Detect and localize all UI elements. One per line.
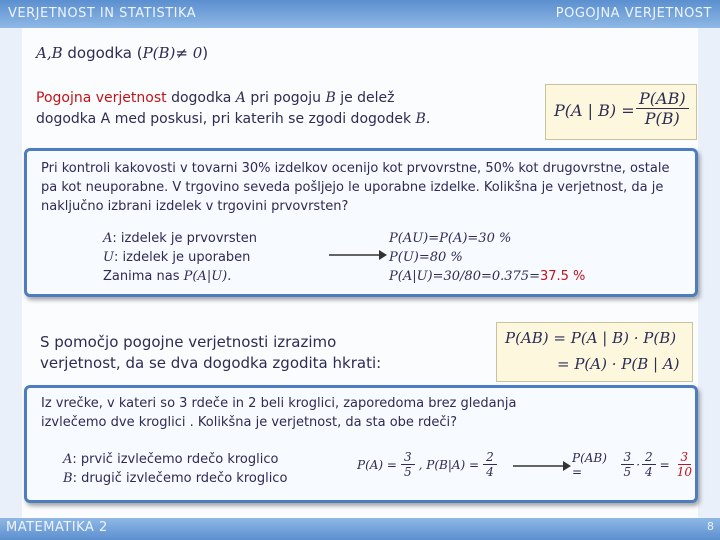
example-box-2 (24, 385, 698, 503)
example-box-1 (24, 148, 698, 297)
product-formula-line-1: P(AB) = P(A | B) · P(B) (505, 329, 677, 347)
definition-b: : drugič izvlečemo rdečo kroglico (72, 471, 288, 486)
footer-title: MATEMATIKA 2 (6, 520, 108, 535)
formula-numerator: P(AB) (636, 89, 689, 109)
fraction-numerator: 3 (678, 450, 692, 465)
formula-denominator: P(B) (644, 109, 680, 128)
fraction-denominator: 4 (645, 465, 653, 479)
product-formula (496, 322, 693, 382)
final-answer: 37.5 % (539, 269, 586, 284)
factor-1 (621, 450, 635, 479)
problem-line: naključno izbrani izdelek v trgovini prvovrsten? (41, 199, 349, 214)
intro-text: dogodka ( (67, 44, 143, 62)
definition-u: : izdelek je uporaben (113, 250, 251, 265)
product-text-1: S pomočjo pogojne verjetnosti izrazimo (40, 333, 337, 351)
problem-line: pa kot neuporabne. V trgovino seveda pošljejo le uporabne izdelke. Kolikšna je verjetnost, da je (41, 180, 664, 195)
right-border (698, 28, 720, 518)
equals-sign: = (659, 457, 670, 472)
conditional-formula (545, 84, 697, 140)
joint-probability-formula (572, 450, 695, 479)
pa-lhs: P(A) = (357, 457, 397, 472)
event-b: B (325, 90, 336, 106)
definition-a: : izdelek je prvovrsten (112, 231, 257, 246)
fraction-numerator: 2 (483, 450, 497, 465)
formula-lhs: P(A | B) = (554, 101, 635, 120)
pa-fraction (401, 450, 415, 479)
intro-vars: A,B (36, 44, 63, 62)
product-text-2: verjetnost, da se dva dogodka zgodita hkrati: (40, 354, 382, 372)
definition-text: dogodka A med poskusi, pri katerih se zgodi dogodek (36, 111, 416, 127)
definition-line-2 (36, 111, 430, 127)
product-formula-line-2: = P(A) · P(B | A) (557, 355, 680, 373)
arrow-right-icon (327, 247, 387, 263)
example-1-problem (41, 159, 669, 216)
event-b: B. (415, 111, 431, 127)
event-a: A (103, 231, 113, 246)
course-title: VERJETNOST IN STATISTIKA (8, 6, 197, 21)
slide-topic: POGOJNA VERJETNOST (555, 6, 712, 21)
question-expression: P(A|U). (183, 269, 232, 284)
result-fraction (674, 450, 695, 479)
event-u: U (103, 250, 114, 265)
pba-lhs: , P(B|A) = (418, 457, 480, 472)
problem-line: Iz vrečke, v kateri so 3 rdeče in 2 beli kroglici, zaporedoma brez gledanja (41, 396, 517, 411)
definition-text: pri pogoju (245, 90, 326, 106)
example-2-problem (41, 394, 516, 432)
fraction-denominator: 5 (403, 465, 412, 479)
fraction-denominator: 5 (623, 465, 632, 479)
question-text: Zanima nas (103, 269, 184, 284)
result-line: P(A|U)=30/80=0.375= (389, 269, 540, 284)
fraction-numerator: 3 (621, 450, 635, 465)
intro-line (36, 44, 208, 62)
example-1-results (389, 229, 585, 286)
formula-fraction (636, 89, 689, 128)
footer-bar (0, 518, 720, 540)
intro-condition: P(B)≠ 0 (142, 44, 203, 62)
event-b: B (63, 471, 73, 486)
left-border (0, 28, 22, 518)
fraction-numerator: 2 (642, 450, 656, 465)
arrow-right-icon (511, 458, 571, 474)
event-a: A (63, 452, 73, 467)
result-line: P(U)=80 % (389, 250, 463, 265)
definition-text: je delež (335, 90, 395, 106)
example-1-definitions (103, 229, 257, 286)
definition-term: Pogojna verjetnost (36, 90, 167, 106)
page-number: 8 (707, 520, 714, 533)
pba-fraction (483, 450, 497, 479)
result-line: P(AU)=P(A)=30 % (389, 231, 512, 246)
definition-a: : prvič izvlečemo rdečo kroglico (72, 452, 279, 467)
definition-line-1 (36, 90, 395, 106)
fraction-denominator: 10 (676, 465, 692, 479)
pab-lhs: P(AB) = (572, 450, 607, 479)
probabilities-formula (357, 450, 497, 479)
multiply-sign: · (636, 457, 641, 472)
problem-line: Pri kontroli kakovosti v tovarni 30% izdelkov ocenijo kot prvovrstne, 50% kot drugovrstne, ostale (41, 161, 670, 176)
intro-close: ) (202, 44, 209, 62)
example-2-definitions (63, 450, 287, 488)
factor-2 (642, 450, 656, 479)
problem-line: izvlečemo dve kroglici . Kolikšna je verjetnost, da sta obe rdeči? (41, 415, 458, 430)
fraction-denominator: 4 (486, 465, 494, 479)
event-a: A (235, 90, 246, 106)
definition-text: dogodka (166, 90, 236, 106)
fraction-numerator: 3 (401, 450, 415, 465)
